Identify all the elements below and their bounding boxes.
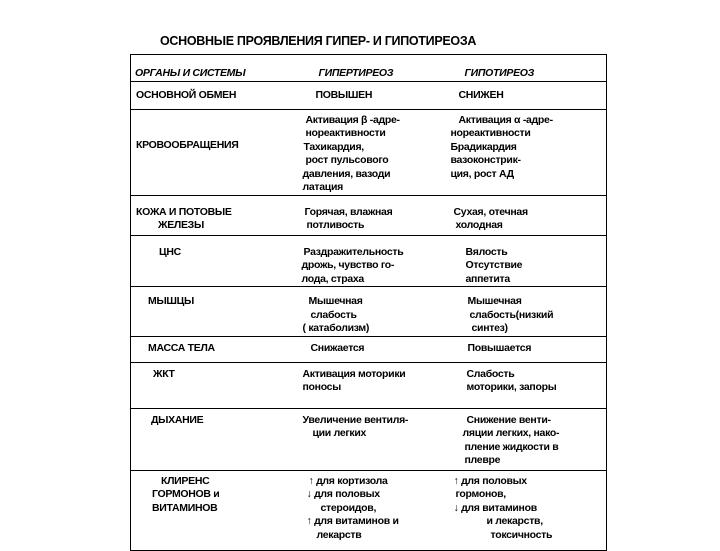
table-row xyxy=(131,81,607,109)
table-row xyxy=(131,362,607,408)
cell-hypo: Снижение венти- ляции легких, нако- пление жидкости в плевре xyxy=(451,408,607,470)
cell-organ: ОСНОВНОЙ ОБМЕН xyxy=(131,81,301,109)
header-organs: ОРГАНЫ И СИСТЕМЫ xyxy=(131,55,301,82)
cell-hypo: Сухая, отечная холодная xyxy=(451,195,607,235)
cell-hypo: СНИЖЕН xyxy=(451,81,607,109)
cell-hypo: ↑ для половых гормонов, ↓ для витаминов и лекарств, токсичность xyxy=(451,470,607,550)
cell-hyper: ↑ для кортизола ↓ для половых стероидов, ↑ для витаминов и лекарств xyxy=(301,470,451,550)
cell-hypo: Повышается xyxy=(451,336,607,362)
table-row xyxy=(131,109,607,195)
cell-hypo: Мышечная слабость(низкий синтез) xyxy=(451,287,607,337)
cell-organ: КОЖА И ПОТОВЫЕ ЖЕЛЕЗЫ xyxy=(131,195,301,235)
table-row xyxy=(131,287,607,337)
cell-hypo: Активация α -адре- нореактивности Брадикардия вазоконстрик- ция, рост АД xyxy=(451,109,607,195)
header-hypo: ГИПОТИРЕОЗ xyxy=(451,55,607,82)
cell-hypo: Слабость моторики, запоры xyxy=(451,362,607,408)
cell-organ: ЖКТ xyxy=(131,362,301,408)
table-row xyxy=(131,408,607,470)
cell-hyper: ПОВЫШЕН xyxy=(301,81,451,109)
table-row xyxy=(131,470,607,550)
cell-hyper: Активация моторики поносы xyxy=(301,362,451,408)
cell-organ: МЫШЦЫ xyxy=(131,287,301,337)
header-hyper: ГИПЕРТИРЕОЗ xyxy=(301,55,451,82)
cell-organ: КРОВООБРАЩЕНИЯ xyxy=(131,109,301,195)
table-row xyxy=(131,336,607,362)
comparison-table xyxy=(130,54,607,551)
cell-hyper: Раздражительность дрожь, чувство го- лода, страха xyxy=(301,235,451,287)
table-row xyxy=(131,235,607,287)
cell-hyper: Снижается xyxy=(301,336,451,362)
cell-hyper: Активация β -адре- нореактивности Тахикардия, рост пульсового давления, вазоди латация xyxy=(301,109,451,195)
cell-organ: ДЫХАНИЕ xyxy=(131,408,301,470)
cell-organ: МАССА ТЕЛА xyxy=(131,336,301,362)
cell-hypo: Вялость Отсутствие аппетита xyxy=(451,235,607,287)
cell-organ: ЦНС xyxy=(131,235,301,287)
table-row xyxy=(131,195,607,235)
cell-organ: КЛИРЕНС ГОРМОНОВ и ВИТАМИНОВ xyxy=(131,470,301,550)
cell-hyper: Мышечная слабость ( катаболизм) xyxy=(301,287,451,337)
table-header-row xyxy=(131,55,607,82)
cell-hyper: Увеличение вентиля- ции легких xyxy=(301,408,451,470)
page-title: ОСНОВНЫЕ ПРОЯВЛЕНИЯ ГИПЕР- И ГИПОТИРЕОЗА xyxy=(160,34,477,48)
cell-hyper: Горячая, влажная потливость xyxy=(301,195,451,235)
